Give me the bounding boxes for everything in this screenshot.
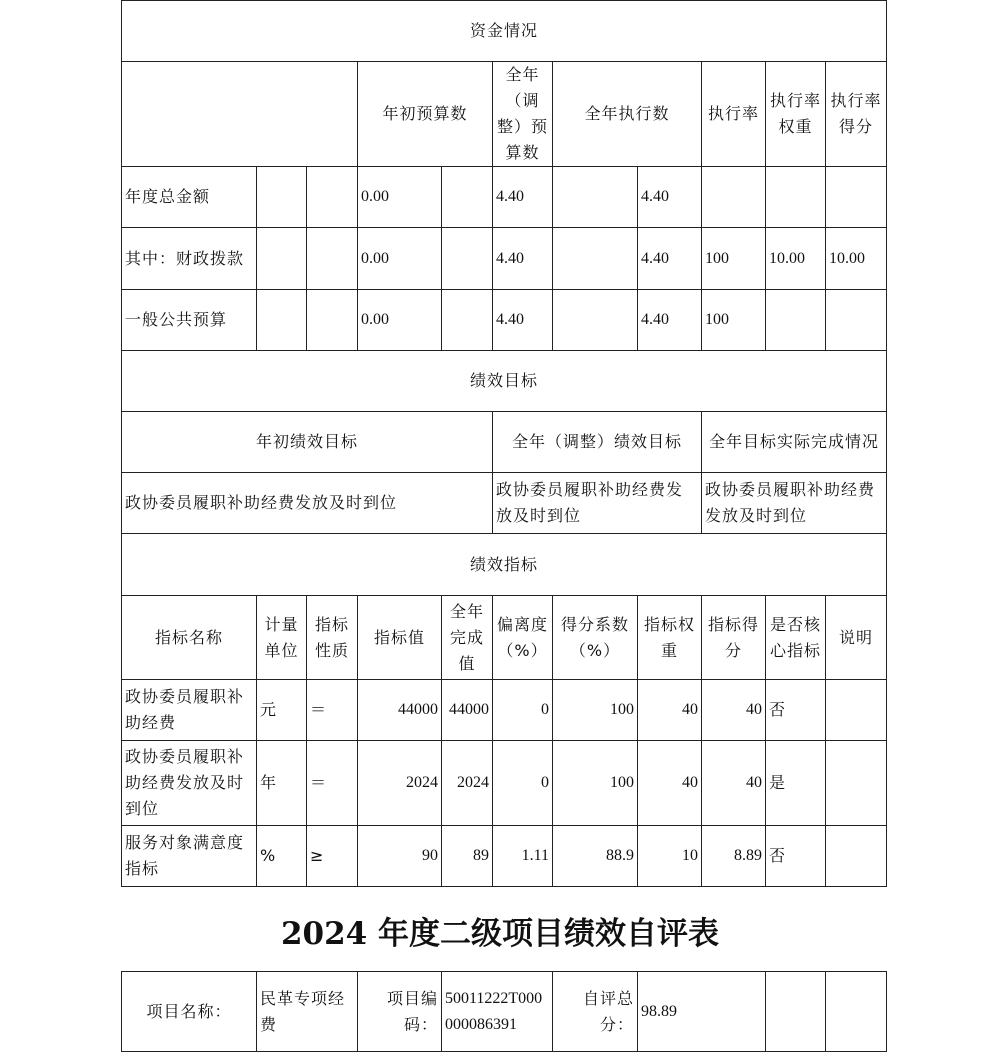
performance-table	[121, 0, 887, 887]
indicator-score: 8.89	[702, 826, 766, 887]
goal-initial-value: 政协委员履职补助经费发放及时到位	[122, 473, 493, 534]
indicator-weight: 40	[638, 680, 702, 741]
indicator-core: 是	[766, 741, 826, 826]
indicator-nature: ≥	[307, 826, 358, 887]
goals-header-adjusted: 全年（调整）绩效目标	[493, 412, 702, 473]
indicator-deviation: 0	[493, 741, 553, 826]
indicators-section-title: 绩效指标	[122, 534, 887, 596]
indicator-nature: ＝	[307, 741, 358, 826]
indicator-core: 否	[766, 826, 826, 887]
funds-row-rate: 100	[702, 290, 766, 351]
funds-header-rate: 执行率	[702, 62, 766, 167]
funds-header-adjusted: 全年（调整）预算数	[493, 62, 553, 167]
goals-section-title: 绩效目标	[122, 351, 887, 412]
indicator-nature: ＝	[307, 680, 358, 741]
funds-row-initial: 0.00	[358, 228, 442, 290]
funds-row	[122, 167, 887, 228]
indicator-note	[826, 680, 887, 741]
funds-header-blank	[122, 62, 358, 167]
project-name-value: 民革专项经费	[257, 972, 358, 1052]
indicator-coefficient: 100	[553, 741, 638, 826]
indicator-header-note: 说明	[826, 596, 887, 680]
indicator-target: 90	[358, 826, 442, 887]
funds-row-executed: 4.40	[638, 228, 702, 290]
funds-row-name: 年度总金额	[122, 167, 257, 228]
funds-row-score	[826, 167, 887, 228]
goals-header-initial: 年初绩效目标	[122, 412, 493, 473]
funds-header-score: 执行率得分	[826, 62, 887, 167]
indicator-header-coefficient: 得分系数（%）	[553, 596, 638, 680]
indicator-row	[122, 680, 887, 741]
indicator-actual: 44000	[442, 680, 493, 741]
goals-header-completion: 全年目标实际完成情况	[702, 412, 887, 473]
indicator-target: 2024	[358, 741, 442, 826]
funds-row-weight: 10.00	[766, 228, 826, 290]
funds-row-weight	[766, 290, 826, 351]
funds-row-executed: 4.40	[638, 290, 702, 351]
indicator-header-name: 指标名称	[122, 596, 257, 680]
indicator-score: 40	[702, 680, 766, 741]
funds-row-adjusted: 4.40	[493, 228, 553, 290]
indicator-name: 服务对象满意度指标	[122, 826, 257, 887]
indicator-row	[122, 741, 887, 826]
funds-row-name: 其中：财政拨款	[122, 228, 257, 290]
self-score-label: 自评总分：	[553, 972, 638, 1052]
funds-row-rate	[702, 167, 766, 228]
indicator-weight: 40	[638, 741, 702, 826]
indicator-coefficient: 100	[553, 680, 638, 741]
indicator-actual: 2024	[442, 741, 493, 826]
next-form-title: 2024 年度二级项目绩效自评表	[280, 916, 720, 952]
indicator-unit: 元	[257, 680, 307, 741]
indicator-header-core: 是否核心指标	[766, 596, 826, 680]
project-code-label: 项目编码：	[358, 972, 442, 1052]
funds-header-weight: 执行率权重	[766, 62, 826, 167]
indicator-score: 40	[702, 741, 766, 826]
indicator-note	[826, 741, 887, 826]
funds-row-rate: 100	[702, 228, 766, 290]
indicator-name: 政协委员履职补助经费发放及时到位	[122, 741, 257, 826]
indicator-header-nature: 指标性质	[307, 596, 358, 680]
indicator-header-deviation: 偏离度（%）	[493, 596, 553, 680]
indicator-header-score: 指标得分	[702, 596, 766, 680]
funds-section-title: 资金情况	[122, 1, 887, 62]
indicator-coefficient: 88.9	[553, 826, 638, 887]
indicator-row	[122, 826, 887, 887]
funds-row-adjusted: 4.40	[493, 290, 553, 351]
indicator-header-target: 指标值	[358, 596, 442, 680]
funds-row-initial: 0.00	[358, 290, 442, 351]
funds-header-executed: 全年执行数	[553, 62, 702, 167]
funds-row	[122, 290, 887, 351]
indicator-deviation: 1.11	[493, 826, 553, 887]
next-form-table	[121, 971, 887, 1052]
indicator-note	[826, 826, 887, 887]
funds-row-initial: 0.00	[358, 167, 442, 228]
goal-adjusted-value: 政协委员履职补助经费发放及时到位	[493, 473, 702, 534]
funds-header-initial: 年初预算数	[358, 62, 493, 167]
funds-row-weight	[766, 167, 826, 228]
indicator-deviation: 0	[493, 680, 553, 741]
self-score-value: 98.89	[638, 972, 766, 1052]
funds-row-score: 10.00	[826, 228, 887, 290]
indicator-core: 否	[766, 680, 826, 741]
indicator-header-actual: 全年完成值	[442, 596, 493, 680]
indicator-weight: 10	[638, 826, 702, 887]
funds-row-executed: 4.40	[638, 167, 702, 228]
project-code-value: 50011222T000000086391	[442, 972, 553, 1052]
goal-completion-value: 政协委员履职补助经费发放及时到位	[702, 473, 887, 534]
indicator-name: 政协委员履职补助经费	[122, 680, 257, 741]
funds-row-score	[826, 290, 887, 351]
indicator-unit: 年	[257, 741, 307, 826]
indicator-unit: %	[257, 826, 307, 887]
funds-row-adjusted: 4.40	[493, 167, 553, 228]
indicator-header-unit: 计量单位	[257, 596, 307, 680]
project-name-label: 项目名称：	[122, 972, 257, 1052]
funds-row	[122, 228, 887, 290]
indicator-actual: 89	[442, 826, 493, 887]
indicator-target: 44000	[358, 680, 442, 741]
indicator-header-weight: 指标权重	[638, 596, 702, 680]
funds-row-name: 一般公共预算	[122, 290, 257, 351]
